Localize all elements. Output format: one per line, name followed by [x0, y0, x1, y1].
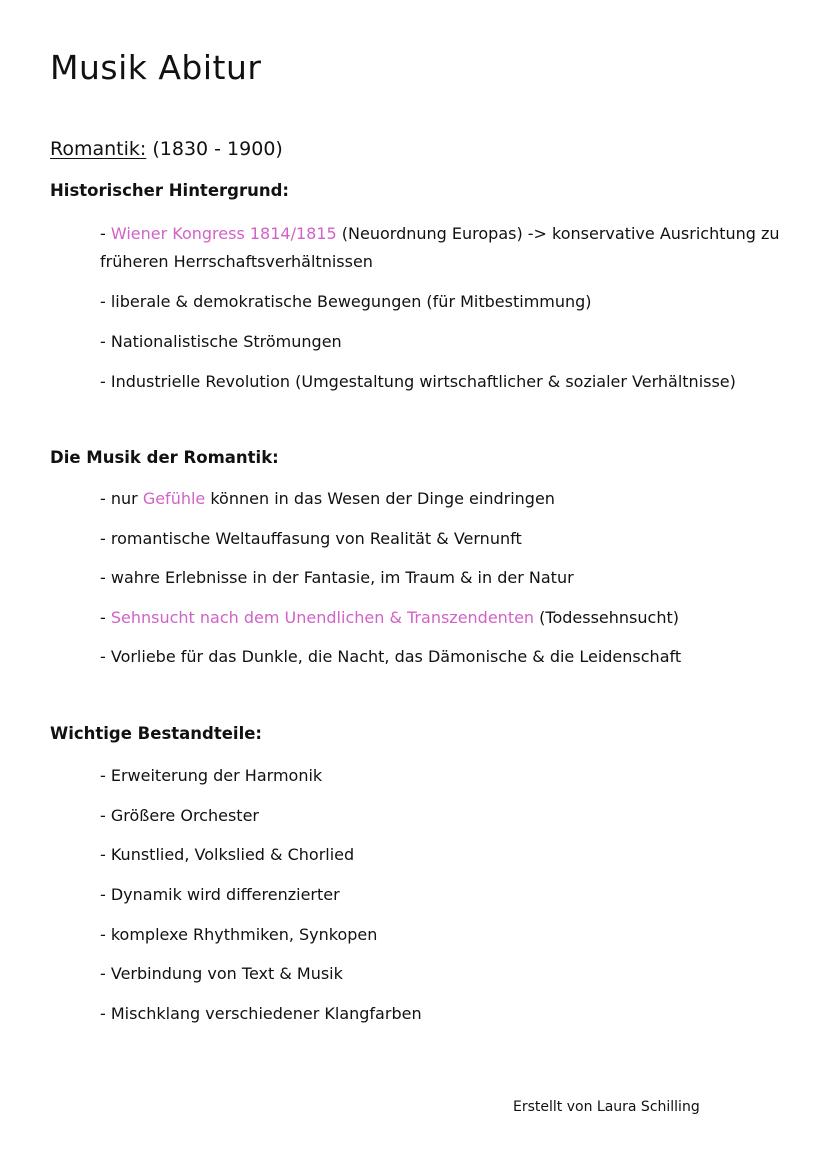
list-item: - Größere Orchester [100, 805, 259, 825]
highlight-text: Gefühle [142, 489, 206, 508]
list-item: - Kunstlied, Volkslied & Chorlied [100, 845, 355, 865]
components-heading: Wichtige Bestandteile: [50, 724, 263, 743]
author-credit: Erstellt von Laura Schilling [513, 1099, 700, 1115]
highlight-text: Wiener Kongress 1814/1815 [110, 224, 337, 243]
list-item: - wahre Erlebnisse in der Fantasie, im Traum & in der Natur [100, 568, 574, 587]
historical-heading: Historischer Hintergrund: [50, 181, 290, 200]
list-item: - Nationalistische Strömungen [100, 332, 342, 351]
music-list [100, 485, 790, 671]
item-text: (Todessehnsucht) [534, 607, 679, 627]
item-text: können in das Wesen der Dinge eindringen [205, 489, 555, 508]
item-text: (Neuordnung Europas) -> konservative Ausrichtung zu früheren Herrschaftsverhältnissen [100, 224, 780, 271]
era-label: Romantik: [50, 138, 147, 160]
era-line [50, 138, 283, 160]
list-item: - liberale & demokratische Bewegungen (für Mitbestimmung) [100, 292, 592, 311]
list-item: - Industrielle Revolution (Umgestaltung wirtschaftlicher & sozialer Verhältnisse) [100, 372, 736, 391]
list-item: - komplexe Rhythmiken, Synkopen [100, 924, 378, 944]
era-dates: (1830 - 1900) [152, 138, 283, 160]
historical-list [100, 220, 790, 396]
components-list [100, 762, 790, 1028]
list-item: - romantische Weltauffasung von Realität & Vernunft [100, 528, 522, 548]
list-item: - Vorliebe für das Dunkle, die Nacht, das Dämonische & die Leidenschaft [100, 647, 682, 666]
dash: - [100, 224, 111, 243]
list-item: - Dynamik wird differenzierter [100, 885, 340, 905]
highlight-text: Sehnsucht nach dem Unendlichen & Transzendenten [110, 607, 535, 627]
music-heading: Die Musik der Romantik: [50, 448, 279, 467]
dash: - [100, 607, 111, 627]
item-text: - nur [100, 489, 143, 508]
list-item: - Mischklang verschiedener Klangfarben [100, 1004, 422, 1024]
list-item [100, 604, 790, 632]
page-title: Musik Abitur [50, 48, 262, 87]
list-item [100, 485, 790, 513]
list-item: - Erweiterung der Harmonik [100, 766, 323, 785]
list-item [100, 220, 790, 276]
list-item: - Verbindung von Text & Musik [100, 964, 343, 984]
